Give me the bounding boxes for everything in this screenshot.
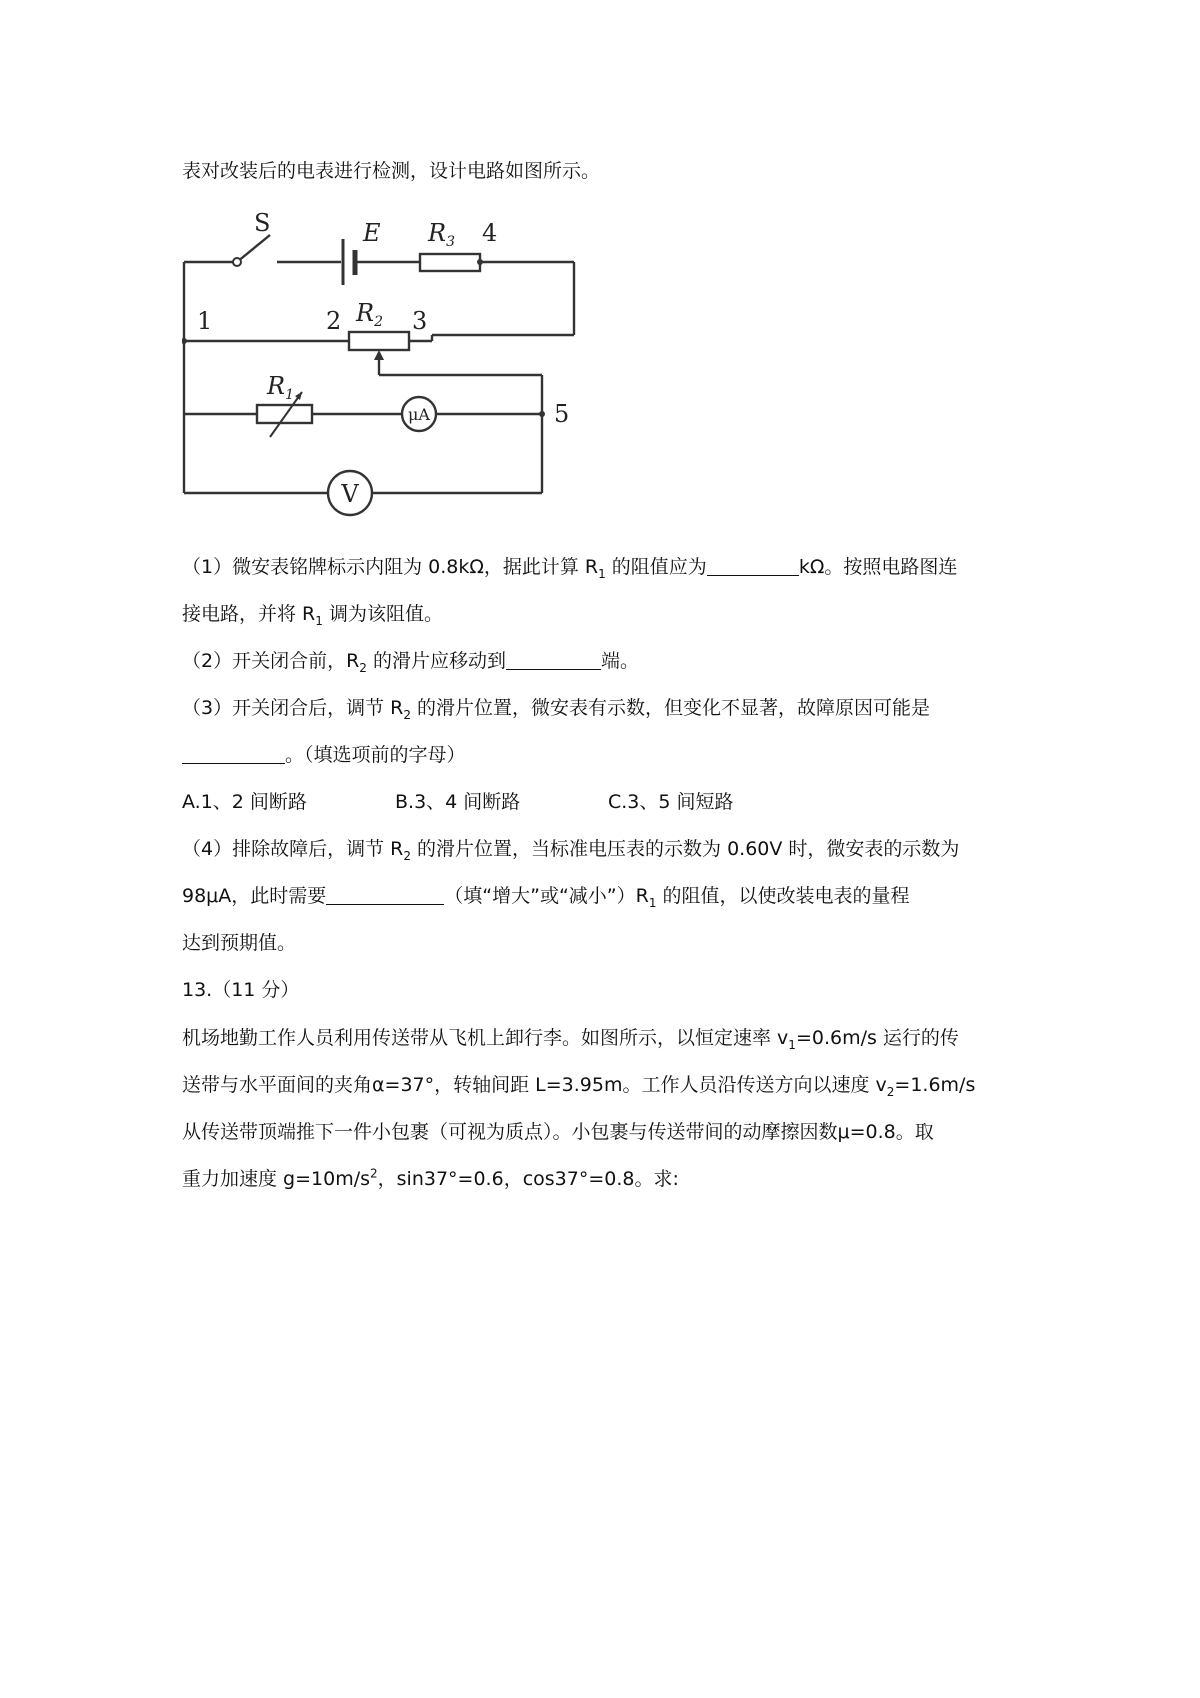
switch-contact — [233, 258, 241, 266]
node-4-label: 4 — [482, 219, 498, 247]
option-b: B.3、4 间断路 — [395, 791, 521, 813]
question-13-line-3: 从传送带顶端推下一件小包裹（可视为质点）。小包裹与传送带间的动摩擦因数μ=0.8。取 — [182, 1121, 934, 1143]
switch-label: S — [254, 209, 271, 237]
answer-blank-2[interactable] — [506, 649, 601, 670]
question-13-line-4: 重力加速度 $g=10m/s^2$，sin37°=0.6，cos37°=0.8。求: — [182, 1166, 679, 1190]
option-c: C.3、5 间短路 — [608, 791, 734, 813]
resistor-r3 — [420, 254, 480, 271]
question-1-line-1: （1）微安表铭牌标示内阻为 0.8kΩ，据此计算 $R_1$ 的阻值应为 kΩ。按照电路图连 — [182, 556, 958, 581]
answer-blank-3[interactable] — [182, 743, 285, 764]
question-13-line-2: 送带与水平面间的夹角α=37°，转轴间距 L=3.95m。工作人员沿传送方向以速度 $v_2=1.6m/s$ — [182, 1074, 976, 1099]
resistor-r2 — [349, 332, 409, 350]
question-4-line-2: 98μA，此时需要 （填“增大”或“减小$”)R_1$ 的阻值，以使改装电表的量程 — [182, 885, 910, 910]
option-a: A.1、2 间断路 — [182, 791, 307, 813]
node-1-label: 1 — [197, 307, 213, 335]
question-3-line-1: （3）开关闭合后，调节 $R_2$ 的滑片位置，微安表有示数，但变化不显著，故障原因可能是 — [182, 697, 931, 722]
emf-label: E — [363, 219, 381, 247]
answer-blank-4[interactable] — [326, 884, 444, 905]
options-line — [182, 789, 734, 815]
circuit-diagram — [182, 205, 622, 525]
question-1-line-2: 接电路，并将 $R_1$ 调为该阻值。 — [182, 603, 443, 628]
resistor-r1 — [257, 405, 312, 423]
question-13-line-1: 机场地勤工作人员利用传送带从飞机上卸行李。如图所示，以恒定速率 $v_1=0.6m/s$ 运行的传 — [182, 1027, 959, 1052]
node-3-label: 3 — [412, 307, 428, 335]
voltmeter-label: V — [341, 480, 359, 508]
question-13-heading: 13.（11 分） — [182, 979, 300, 1001]
node-2-label: 2 — [326, 307, 342, 335]
question-3-line-2: 。（填选项前的字母） — [182, 742, 466, 768]
question-4-line-3: 达到预期值。 — [182, 932, 297, 954]
node-1-dot — [182, 338, 187, 344]
question-2: （2）开关闭合前，$R_2$ 的滑片应移动到 端。 — [182, 650, 640, 675]
question-4-line-1: （4）排除故障后，调节 $R_2$ 的滑片位置，当标准电压表的示数为 0.60V 时，微安表的示数为 — [182, 838, 960, 863]
switch-blade — [237, 235, 270, 262]
answer-blank-1[interactable] — [707, 555, 799, 576]
r1-label: $R_1$ — [267, 372, 294, 403]
r3-label: $R_3$ — [428, 219, 455, 250]
r2-label: $R_2$ — [356, 299, 383, 330]
intro-text: 表对改装后的电表进行检测，设计电路如图所示。 — [182, 160, 601, 182]
slider-arrow — [374, 350, 384, 360]
node-5-dot — [539, 411, 545, 417]
node-5-label: 5 — [554, 400, 570, 428]
microammeter-label: μA — [408, 405, 430, 424]
node-4-dot — [477, 259, 483, 265]
